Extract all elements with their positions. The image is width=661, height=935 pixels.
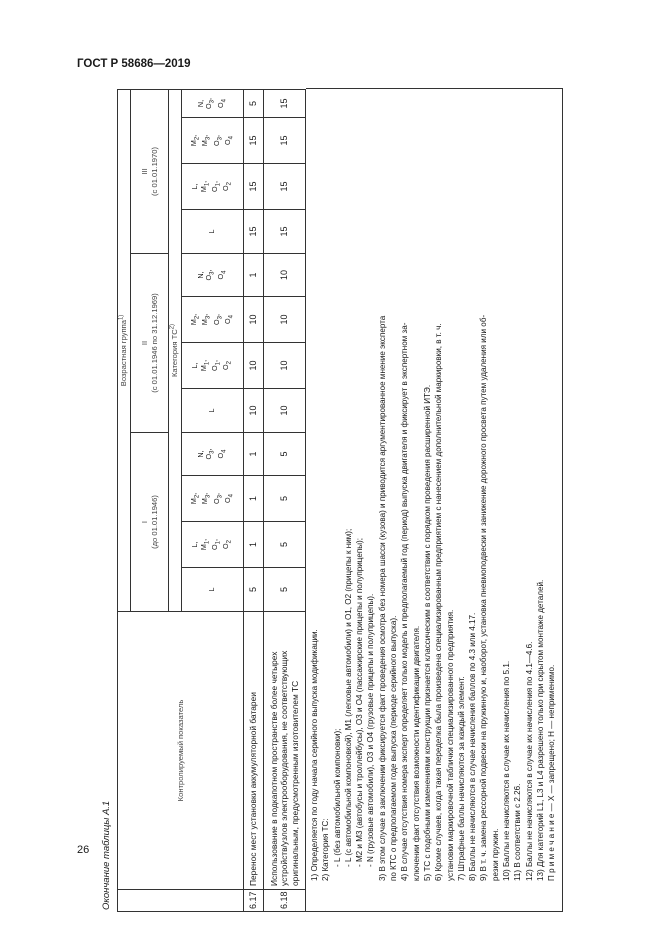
score-cell: 15 [244,210,264,254]
footnote: - M2 и M3 (автобусы и троллейбусы), O3 и O4 (пассажирские прицепы и полуприцепы); [355,538,365,867]
subcol-l: L [182,568,244,612]
footnote: 13) Для категорий L1, L3 и L4 разрешено только при скрытом монтаже деталей. [535,579,545,881]
score-cell: 10 [244,297,264,343]
score-cell: 5 [264,476,306,522]
score-cell: 1 [244,522,264,568]
footnotes [306,88,563,912]
page-number: 26 [77,844,90,856]
table-row [264,89,306,911]
score-cell: 15 [264,210,306,254]
footnote: 7) Штрафные баллы начисляются за каждый элемент. [456,676,466,881]
subcol-n-o3-o4: N, $O_3$, $O_4$ [182,433,244,476]
score-cell: 5 [244,89,264,117]
subcol-m2-m3-o3-o4: $M_2$, $M_3$, $O_3$, $O_4$ [182,297,244,343]
score-cell: 10 [264,343,306,389]
score-cell: 15 [264,89,306,117]
score-cell: 5 [264,568,306,612]
score-cell: 1 [244,476,264,522]
data-table [117,89,306,912]
subcol-n-o3-o4: N, $O_3$, $O_4$ [182,254,244,297]
row-number: 6.18 [264,890,306,912]
footnote: 1) Определяется по году начала серийного выпуска модификации. [310,629,319,881]
footnote: 10) Баллы не начисляются в случае их начисления по 5.1. [502,660,512,881]
footnote: 12) Баллы не начисляются в случае их начисления по 4.1—4.6. [524,641,534,881]
footnote: 6) Кроме случаев, когда такая переделка была произведена специализированным предприятием с нанесением дополнительной маркировки, в т. ч. [434,323,444,881]
footnote: 3) В этом случае в заключении фиксируется факт проведения осмотра без номера шасси (кузова) и приводится аргументированное мнение эксперта [377,315,387,881]
subcol-n-o3-o4: N, $O_3$, $O_4$ [182,89,244,117]
group-iii-header: III (с 01.01.1970) [131,89,169,253]
footnote: резки пружин. [490,828,500,881]
footnote: 11) В соответствии с 2.26. [513,783,523,881]
subcol-l: L [182,389,244,433]
score-cell: 15 [264,118,306,164]
score-cell: 1 [244,254,264,297]
footnote: по КТС о предполагаемом годе выпуска (периоде серийного выпуска). [389,615,399,881]
table-caption: Окончание таблицы А.1 [101,800,112,910]
vehicle-category-header: Категория ТС$^{2)}$ [169,89,182,611]
document-header: ГОСТ Р 58686—2019 [77,58,191,70]
footnote: - L (без автомобильной компоновки); [332,728,342,867]
score-cell: 10 [264,297,306,343]
footnote: П р и м е ч а н и е — Х — запрещено; Н — неприменимо. [547,664,557,881]
row-indicator-text: Перенос мест установки аккумуляторной батареи [244,612,264,890]
indicator-header: Контролируемый показатель [118,612,244,890]
footnote: 2) Категория ТС: [321,818,331,881]
row-indicator-text: Использование в подкапотном пространстве более четырех устройств/узлов электрооборудования, не соответствующих оригинальным, предусмотренным изготовителем ТС [264,612,306,890]
footnote: 8) Баллы не начисляются в случае начисления баллов по 4.3 или 4.17. [468,612,478,881]
score-cell: 10 [244,343,264,389]
score-cell: 5 [264,522,306,568]
table-row [244,89,264,911]
score-cell: 5 [244,568,264,612]
score-cell: 15 [244,164,264,210]
score-cell: 15 [244,118,264,164]
footnote: 5) ТС с подобными изменениями конструкции признается классическим в соответствии с порядком проведения расширенной ИТЭ. [422,384,432,881]
age-group-header: Возрастная группа$^{1)}$ [118,89,131,611]
subcol-l-m1-o1-o2: L, $M_1$, $O_1$, $O_2$ [182,522,244,568]
footnote: ключении факт отсутствия возможности идентификации двигателя. [411,625,421,881]
group-i-header: I (до 01.01.1946) [131,433,169,612]
footnote: установки маркировочной таблички специализированного предприятия. [445,609,455,881]
score-cell: 1 [244,433,264,476]
subcol-l-m1-o1-o2: L, $M_1$, $O_1$, $O_2$ [182,164,244,210]
rotated-table-block [101,90,616,912]
footnote: 9) В т. ч. замена рессорной подвески на пружинную и, наоборот, установка пневмоподвески и занижение дорожного просвета путем удаления или об- [479,314,489,881]
score-cell: 15 [264,164,306,210]
footnote: 4) В случае отсутствия номера эксперт определяет только модель и предполагаемый год (период) выпуска двигателя и фиксирует в экспертном за- [400,322,410,881]
row-number: 6.17 [244,890,264,912]
footnote: - L (с автомобильной компоновкой), M1 (легковые автомобили) и O1, O2 (прицепы к ним); [343,528,353,867]
num-header-cell [118,890,244,912]
score-cell: 5 [264,433,306,476]
footnote: - N (грузовые автомобили), O3 и O4 (грузовые прицепы и полуприцепы). [366,593,376,867]
group-ii-header: II (с 01.01.1946 по 31.12.1969) [131,254,169,433]
score-cell: 10 [264,389,306,433]
subcol-l-m1-o1-o2: L, $M_1$, $O_1$, $O_2$ [182,343,244,389]
score-cell: 10 [244,389,264,433]
subcol-m2-m3-o3-o4: $M_2$, $M_3$, $O_3$, $O_4$ [182,118,244,164]
score-cell: 10 [264,254,306,297]
subcol-l: L [182,210,244,254]
subcol-m2-m3-o3-o4: $M_2$, $M_3$, $O_3$, $O_4$ [182,476,244,522]
